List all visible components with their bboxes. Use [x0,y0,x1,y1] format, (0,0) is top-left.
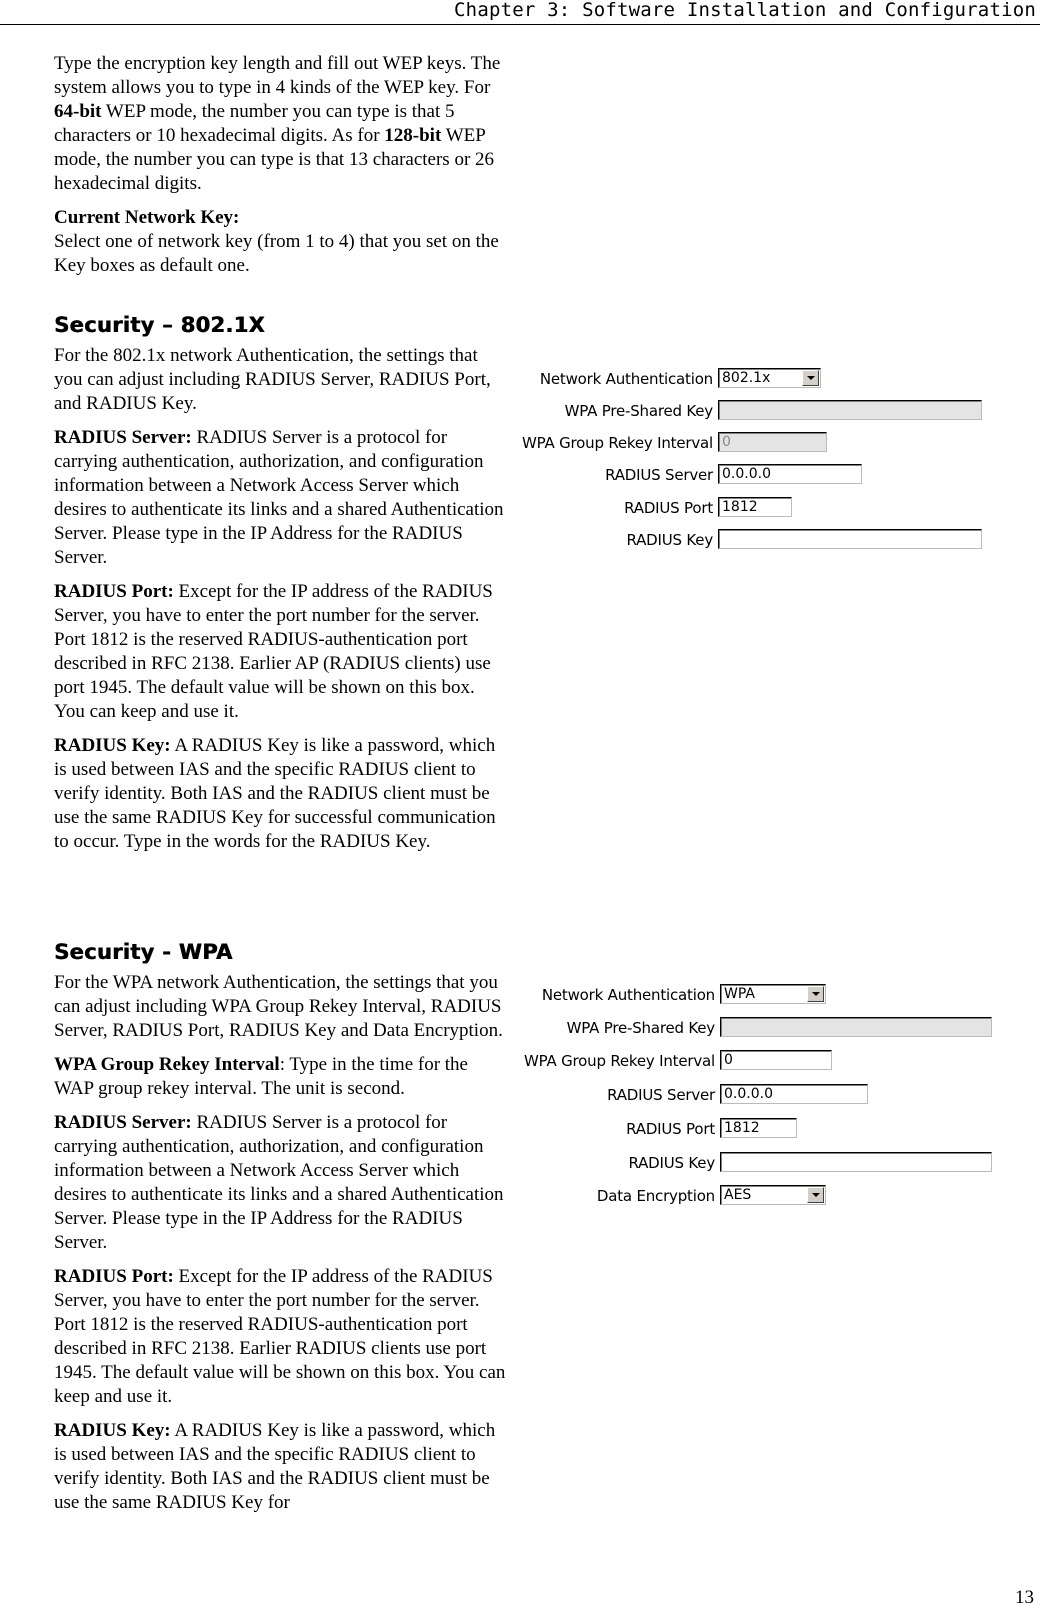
radius-server-paragraph: RADIUS Server: RADIUS Server is a protocol for carrying authentication, authorization, and configuration information between a Network Access Server which desires to authenticate its links and a shared Authentication Server. Please type in the IP Address for the RADIUS Server. [54,427,504,568]
rekey-field[interactable]: 0 [718,432,827,452]
network-auth-select[interactable]: 802.1x [718,368,821,388]
rekey-interval-paragraph: WPA Group Rekey Interval: Type in the time for the WAP group rekey interval. The unit is second. [54,1054,468,1099]
current-network-key-paragraph: Current Network Key: Select one of network key (from 1 to 4) that you set on the Key boxes as default one. [54,207,499,276]
wep-key-paragraph: Type the encryption key length and fill out WEP keys. The system allows you to type in 4 kinds of the WEP key. For 64-bit WEP mode, the number you can type is that 5 characters or 10 hexadecimal digits. As for 128-bit WEP mode, the number you can type is that 13 characters or 26 hexadecimal digits. [54,53,501,194]
chapter-title: Chapter 3: Software Installation and Configuration [454,0,1036,21]
radius-key-row [500,529,1000,553]
radius-port-label: RADIUS Port [626,1120,715,1138]
network-auth-row [500,984,1000,1008]
radius-port-field[interactable]: 1812 [720,1118,797,1138]
data-encryption-row [500,1185,1000,1209]
psk-label: WPA Pre-Shared Key [566,1019,715,1037]
radius-server-paragraph: RADIUS Server: RADIUS Server is a protocol for carrying authentication, authorization, and configuration information between a Network Access Server which desires to authenticate its links and a shared Authentication Server. Please type in the IP Address for the RADIUS Server. [54,1112,504,1253]
data-encryption-label: Data Encryption [596,1187,715,1205]
radius-server-label: RADIUS Server [605,466,713,484]
radius-server-label: RADIUS Server [607,1086,715,1104]
chevron-down-icon[interactable] [807,986,824,1002]
data-encryption-select[interactable]: AES [720,1185,826,1205]
page-header [0,0,1040,25]
rekey-row [500,1050,1000,1074]
psk-row [500,1017,1000,1041]
chevron-down-icon[interactable] [802,370,819,386]
network-auth-label: Network Authentication [539,370,713,388]
radius-port-field[interactable]: 1812 [718,497,792,517]
radius-key-paragraph: RADIUS Key: A RADIUS Key is like a password, which is used between IAS and the specific RADIUS client to verify identity. Both IAS and the RADIUS client must be use the same RADIUS Key for successful communication to occur. Type in the words for the RADIUS Key. [54,735,496,852]
intro-paragraph: For the 802.1x network Authentication, the settings that you can adjust including RADIUS Server, RADIUS Port, and RADIUS Key. [54,345,491,414]
radius-port-paragraph: RADIUS Port: Except for the IP address of the RADIUS Server, you have to enter the port number for the server. Port 1812 is the reserved RADIUS-authentication port described in RFC 2138. Earlier RADIUS clients use port 1945. The default value will be shown on this box. You can keep and use it. [54,1266,506,1407]
section-wpa [54,939,506,1525]
radius-key-paragraph: RADIUS Key: A RADIUS Key is like a password, which is used between IAS and the specific RADIUS client to verify identity. Both IAS and the RADIUS client must be use the same RADIUS Key for [54,1420,496,1513]
network-auth-label: Network Authentication [541,986,715,1004]
section-8021x [54,312,506,864]
radius-key-field[interactable] [718,529,982,549]
radius-port-row [500,497,1000,521]
rekey-label: WPA Group Rekey Interval [523,1052,715,1070]
section-heading-wpa: Security - WPA [54,940,233,964]
radius-server-row [500,1084,1000,1108]
rekey-field[interactable]: 0 [720,1050,832,1070]
rekey-label: WPA Group Rekey Interval [521,434,713,452]
intro-section [54,52,506,288]
intro-paragraph: For the WPA network Authentication, the settings that you can adjust including WPA Group Rekey Interval, RADIUS Server, RADIUS Port, RADIUS Key and Data Encryption. [54,972,503,1041]
radius-server-field[interactable]: 0.0.0.0 [718,464,862,484]
chevron-down-icon[interactable] [807,1187,824,1203]
radius-key-row [500,1152,1000,1176]
radius-port-label: RADIUS Port [624,499,713,517]
page-number: 13 [1015,1587,1034,1608]
radius-key-label: RADIUS Key [626,531,713,549]
rekey-row [500,432,1000,456]
radius-port-paragraph: RADIUS Port: Except for the IP address of the RADIUS Server, you have to enter the port number for the server. Port 1812 is the reserved RADIUS-authentication port described in RFC 2138. Earlier AP (RADIUS clients) use port 1945. The default value will be shown on this box. You can keep and use it. [54,581,493,722]
section-heading-8021x: Security – 802.1X [54,313,265,337]
radius-server-field[interactable]: 0.0.0.0 [720,1084,868,1104]
radius-key-field[interactable] [720,1152,992,1172]
network-auth-select[interactable]: WPA [720,984,826,1004]
psk-label: WPA Pre-Shared Key [564,402,713,420]
radius-server-row [500,464,1000,488]
settings-form-8021x [500,368,1000,558]
psk-field[interactable] [718,400,982,420]
settings-form-wpa [500,984,1000,1214]
psk-row [500,400,1000,424]
radius-port-row [500,1118,1000,1142]
network-auth-row [500,368,1000,392]
radius-key-label: RADIUS Key [628,1154,715,1172]
psk-field[interactable] [720,1017,992,1037]
